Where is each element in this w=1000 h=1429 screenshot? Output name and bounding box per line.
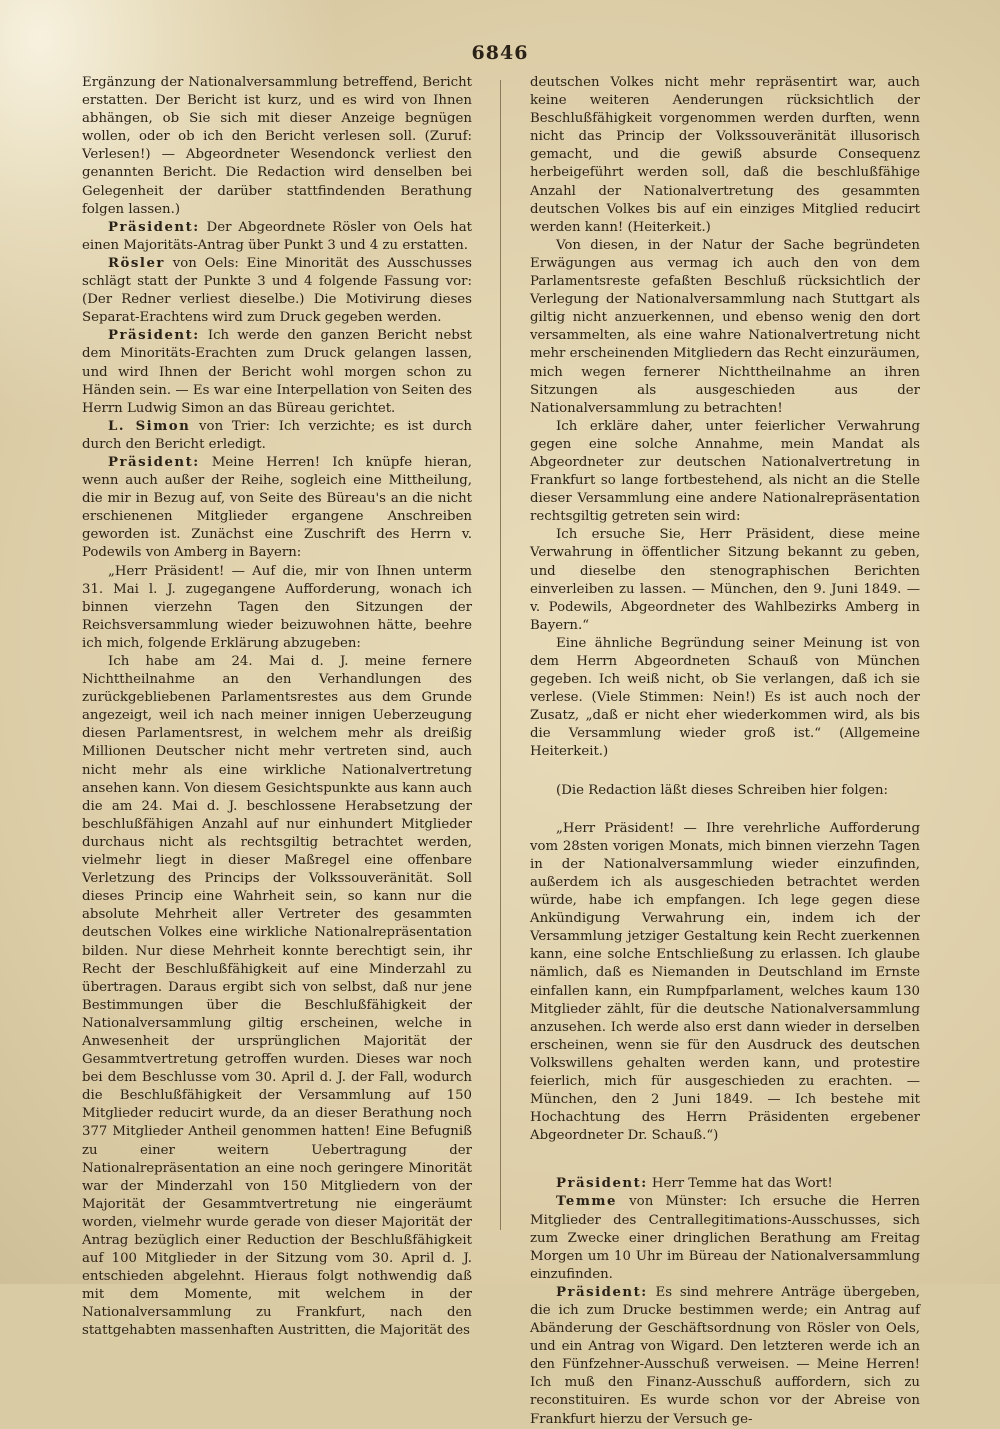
paragraph bbox=[82, 418, 472, 454]
paragraph-text: von Münster: Ich ersuche die Herren Mitglieder des Centrallegitimations-Ausschusses, sich zum Zwecke einer dringlichen Berathung am Freitag Morgen um 10 Uhr im Büreau der Nationalversammlung einzufinden. bbox=[530, 1194, 920, 1282]
letter-paragraph: deutschen Volkes nicht mehr repräsentirt war, auch keine weiteren Aenderungen rücksichtlich der Beschlußfähigkeit vorgenommen werden durften, wenn nicht das Princip der Volkssouveränität illusorisch gemacht, und die gewiß absurde Consequenz herbeigeführt werden soll, daß die beschlußfähige Anzahl der Nationalvertretung des gesammten deutschen Volkes bis auf ein einziges Mitglied reducirt werden kann! (Heiterkeit.) bbox=[530, 75, 920, 235]
spacer bbox=[530, 762, 920, 782]
speaker-name: Präsident: bbox=[108, 454, 200, 470]
paragraph-text: Ergänzung der Nationalversammlung betreffend, Bericht erstatten. Der Bericht ist kurz, und es wird von Ihnen abhängen, ob Sie sich mit dieser Anzeige begnügen wollen, oder ob ich den Bericht verlesen soll. (Zuruf: Verlesen!) — Abgeordneter Wesendonck verliest den genannten Bericht. Die Redaction wird denselben bei Gelegenheit der darüber stattfindenden Berathung folgen lassen.) bbox=[82, 75, 472, 217]
editorial-note: (Die Redaction läßt dieses Schreiben hier folgen: bbox=[556, 782, 889, 798]
paragraph bbox=[530, 1193, 920, 1283]
paragraph-text: Es sind mehrere Anträge übergeben, die ich zum Drucke bestimmen werde; ein Antrag auf Abänderung der Geschäftsordnung von Rösler von Oels, und ein Antrag von Wigard. Den letzteren werde ich an den Fünfzehner-Ausschuß verweisen. — Meine Herren! Ich muß den Finanz-Ausschuß auffordern, sich zu reconstituiren. Es wurde schon vor der Abreise von Frankfurt hierzu der Versuch ge- bbox=[530, 1284, 921, 1427]
paragraph bbox=[82, 327, 472, 417]
paragraph bbox=[82, 255, 472, 327]
letter-paragraph: Ich ersuche Sie, Herr Präsident, diese meine Verwahrung in öffentlicher Sitzung bekannt zu geben, und dieselbe den stenographischen Berichten einverleiben zu lassen. — München, den 9. Juni 1849. — v. Podewils, Abgeordneter des Wahlbezirks Amberg in Bayern.“ bbox=[530, 527, 920, 633]
speaker-name: L. Simon bbox=[108, 418, 191, 434]
paragraph bbox=[82, 74, 472, 219]
speaker-name: Temme bbox=[556, 1194, 617, 1210]
speaker-name: Rösler bbox=[108, 255, 165, 271]
page-number: 6846 bbox=[471, 42, 529, 64]
column-divider bbox=[500, 80, 501, 1230]
paragraph: Eine ähnliche Begründung seiner Meinung ist von dem Herrn Abgeordneten Schauß von München gegeben. Ich weiß nicht, ob Sie verlangen, daß ich sie verlese. (Viele Stimmen: Nein!) Es ist auch noch der Zusatz, „daß er nicht eher wiederkommen wird, als bis die Versammlung wieder groß ist.“ (Allgemeine Heiterkeit.) bbox=[530, 635, 920, 760]
spacer bbox=[530, 1145, 920, 1175]
letter-paragraph: Von diesen, in der Natur der Sache begründeten Erwägungen aus vermag ich auch den von dem Parlamentsreste gefaßten Beschluß rücksichtlich der Verlegung der Nationalversammlung nach Stuttgart als giltig nicht anzuerkennen, und ebenso wenig den dort versammelten, als eine wahre Nationalvertretung nicht mehr erscheinenden Mitgliedern das Recht einzuräumen, mich wegen fernerer Nichttheilnahme an ihren Sitzungen als ausgeschieden aus der Nationalversammlung zu betrachten! bbox=[530, 237, 920, 416]
left-column bbox=[82, 74, 472, 1341]
paragraph-text: von Trier: Ich verzichte; es ist durch durch den Bericht erledigt. bbox=[82, 418, 472, 452]
letter-paragraph: „Herr Präsident! — Ihre verehrliche Aufforderung vom 28sten vorigen Monats, mich binnen vierzehn Tagen in der Nationalversammlung wieder einzufinden, außerdem ich als ausgeschieden betrachtet werden würde, habe ich empfangen. Ich lege gegen diese Ankündigung Verwahrung ein, indem ich der Versammlung jetziger Gestaltung kein Recht zuerkennen kann, eine solche Entschließung zu erlassen. Ich glaube nämlich, daß es Niemanden in Deutschland im Ernste einfallen kann, ein Rumpfparlament, welches kaum 130 Mitglieder zählt, für die deutsche Nationalversammlung anzusehen. Ich werde also erst dann wieder in derselben erscheinen, wenn sie für den Ausdruck des deutschen Volkswillens gehalten werden kann, und protestire feierlich, mich für ausgeschieden zu erachten. — München, den 2 Juni 1849. — Ich bestehe mit Hochachtung des Herrn Präsidenten ergebener Abgeordneter Dr. Schauß.“) bbox=[530, 820, 920, 1144]
letter-paragraph: Ich erkläre daher, unter feierlicher Verwahrung gegen eine solche Annahme, mein Mandat als Abgeordneter zur deutschen Nationalvertretung in Frankfurt so lange fortbestehend, als nicht an die Stelle dieser Versammlung eine andere Nationalrepräsentation rechtsgiltig getreten sein wird: bbox=[530, 418, 920, 525]
paragraph bbox=[82, 219, 472, 255]
speaker-name: Präsident: bbox=[556, 1176, 648, 1192]
paragraph-text: Herr Temme hat das Wort! bbox=[651, 1176, 833, 1192]
paragraph-text: Der Abgeordnete Rösler von Oels hat einen Majoritäts-Antrag über Punkt 3 und 4 zu erstatten. bbox=[82, 219, 472, 253]
paragraph-text: von Oels: Eine Minorität des Ausschusses schlägt statt der Punkte 3 und 4 folgende Fassung vor: (Der Redner verliest dieselbe.) Die Motivirung dieses Separat-Erachtens wird zum Druck gegeben werden. bbox=[82, 255, 472, 326]
letter-paragraph: Ich habe am 24. Mai d. J. meine fernere Nichttheilnahme an den Verhandlungen des zurückgebliebenen Parlamentsrestes aus dem Grunde angezeigt, weil ich nach meiner innigen Ueberzeugung diesen Parlamentsrest, in welchem mehr als dreißig Millionen Deutscher nicht mehr vertreten sind, auch nicht mehr als eine wirkliche Nationalvertretung ansehen kann. Von diesem Gesichtspunkte aus kann auch die am 24. Mai d. J. beschlossene Herabsetzung der beschlußfähigen Anzahl auf nur einhundert Mitglieder durchaus nicht als rechtsgiltig betrachtet werden, vielmehr liegt in dieser Maßregel eine offenbare Verletzung des Princips der Volkssouveränität. Soll dieses Princip eine Wahrheit sein, so kann nur die absolute Mehrheit aller Vertreter des gesammten deutschen Volkes eine wirkliche Nationalrepräsentation bilden. Nur diese Mehrheit konnte berechtigt sein, ihr Recht der Beschlußfähigkeit auf eine Minderzahl zu übertragen. Daraus ergibt sich von selbst, daß nur jene Bestimmungen über die Beschlußfähigkeit der Nationalversammlung giltig erscheinen, welche in Anwesenheit der ursprünglichen Majorität der Gesammtvertretung getroffen wurden. Dieses war noch bei dem Beschlusse vom 30. April d. J. der Fall, wodurch die Beschlußfähigkeit der Versammlung auf 150 Mitglieder reducirt wurde, da an dieser Berathung noch 377 Mitglieder Antheil genommen hatten! Eine Befugniß zu einer weitern Uebertragung der Nationalrepräsentation an eine noch geringere Minorität war der Minderzahl von 150 Mitgliedern von der Majorität der Gesammtvertretung nie eingeräumt worden, vielmehr wurde gerade von dieser Majorität der Antrag bezüglich einer Reduction der Beschlußfähigkeit auf 100 Mitglieder in der Sitzung vom 30. April d. J. entschieden abgelehnt. Hieraus folgt nothwendig daß mit dem Momente, mit welchem in der Nationalversammlung zu Frankfurt, nach den stattgehabten massenhaften Austritten, die Majorität des bbox=[82, 654, 472, 1339]
paragraph bbox=[82, 454, 472, 563]
paragraph-text: Ich werde den ganzen Bericht nebst dem Minoritäts-Erachten zum Druck gelangen lassen, und wird Ihnen der Bericht wohl morgen schon zu Händen sein. — Es war eine Interpellation von Seiten des Herrn Ludwig Simon an das Büreau gerichtet. bbox=[82, 328, 472, 416]
letter-paragraph: „Herr Präsident! — Auf die, mir von Ihnen unterm 31. Mai l. J. zugegangene Aufforderung, wonach ich binnen vierzehn Tagen den Sitzungen der Reichsversammlung wieder beizuwohnen hätte, beehre ich mich, folgende Erklärung abzugeben: bbox=[82, 563, 472, 651]
speaker-name: Präsident: bbox=[556, 1284, 648, 1300]
spacer bbox=[530, 800, 920, 820]
paragraph-text: Meine Herren! Ich knüpfe hieran, wenn auch außer der Reihe, sogleich eine Mittheilung, die mir in Bezug auf, von Seite des Büreau's an die nicht erschienenen Mitglieder ergangene Anschreiben geworden ist. Zunächst eine Zuschrift des Herrn v. Podewils von Amberg in Bayern: bbox=[82, 454, 472, 561]
paragraph bbox=[530, 1175, 920, 1193]
speaker-name: Präsident: bbox=[108, 219, 200, 235]
paragraph bbox=[530, 1284, 920, 1429]
right-column bbox=[530, 74, 920, 1429]
speaker-name: Präsident: bbox=[108, 328, 200, 344]
